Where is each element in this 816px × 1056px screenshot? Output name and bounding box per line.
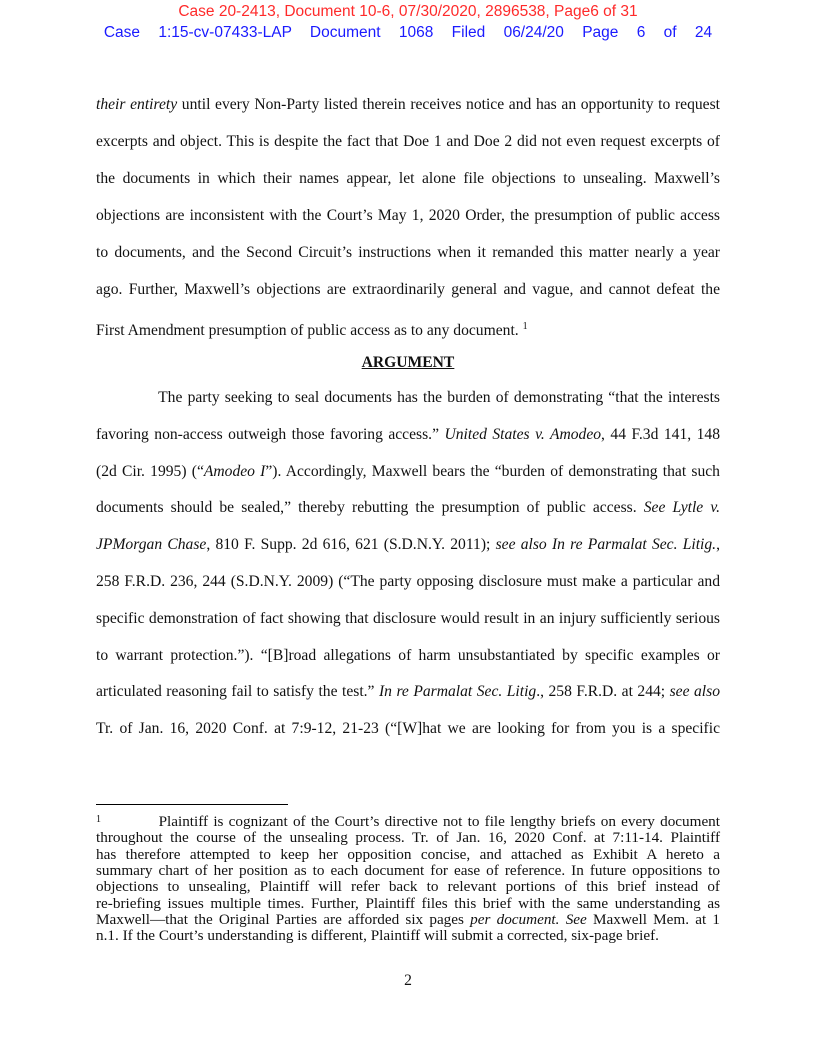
text-line <box>96 572 720 592</box>
text-line <box>96 863 720 879</box>
text-line <box>96 928 720 944</box>
italic-text: JPMorgan Chase <box>96 536 207 554</box>
text-line <box>96 243 720 263</box>
text-segment: documents should be sealed,” thereby rebutting the presumption of public access. <box>96 499 644 517</box>
text-line <box>96 132 720 152</box>
page-number: 2 <box>404 972 412 989</box>
text-segment: excerpts and object. This is despite the fact that Doe 1 and Doe 2 did not even request excerpts of <box>96 133 720 150</box>
filing-stamp-appeal: Case 20-2413, Document 10-6, 07/30/2020, 2896538, Page6 of 31 <box>178 3 638 20</box>
text-line <box>96 814 720 830</box>
text-line <box>96 280 720 300</box>
text-segment: n.1. If the Court’s understanding is different, Plaintiff will submit a corrected, six-page brief. <box>96 927 659 945</box>
text-line <box>96 646 720 666</box>
text-line <box>96 206 720 226</box>
text-line <box>96 719 720 739</box>
text-segment: First Amendment presumption of public access as to any document. <box>96 322 523 340</box>
text-line <box>96 425 720 445</box>
text-line <box>96 682 720 702</box>
text-segment: until every Non-Party listed therein receives notice and has an opportunity to request <box>177 96 720 113</box>
text-segment: specific demonstration of fact showing that disclosure would result in an injury sufficiently serious <box>96 609 720 627</box>
text-segment: 258 F.R.D. 236, 244 (S.D.N.Y. 2009) (“The party opposing disclosure must make a particular and <box>96 573 720 590</box>
text-segment: ”). Accordingly, Maxwell bears the “burden of demonstrating that such <box>265 462 720 480</box>
text-segment: , <box>716 536 720 554</box>
text-line <box>96 847 720 863</box>
text-segment: The party seeking to seal documents has the burden of demonstrating “that the interests <box>96 389 720 406</box>
italic-text: see also <box>669 683 720 701</box>
text-segment: , 44 F.3d 141, 148 <box>601 425 721 443</box>
text-line <box>96 896 720 912</box>
text-line <box>96 879 720 895</box>
text-segment: Plaintiff is cognizant of the Court’s directive not to file lengthy briefs on every document <box>101 813 720 830</box>
text-segment: summary chart of her position as to each document for ease of reference. In future oppositions to <box>96 861 720 879</box>
italic-text: Amodeo I <box>203 462 266 480</box>
text-segment: , 810 F. Supp. 2d 616, 621 (S.D.N.Y. 2011); <box>206 536 496 554</box>
footnote-number: 1 <box>96 814 101 825</box>
text-segment: favoring non-access outweigh those favoring access.” <box>96 425 445 443</box>
text-segment: ., 258 F.R.D. at 244; <box>536 683 670 701</box>
text-segment: throughout the course of the unsealing process. Tr. of Jan. 16, 2020 Conf. at 7:11-14. Plaintiff <box>96 829 720 847</box>
italic-text: See Lytle v. <box>643 499 720 517</box>
text-segment: (2d Cir. 1995) (“ <box>96 462 204 480</box>
filing-stamp-district: Case 1:15-cv-07433-LAP Document 1068 Filed 06/24/20 Page 6 of 24 <box>103 24 713 41</box>
italic-text: per document. <box>470 910 560 928</box>
text-segment: has therefore attempted to keep her opposition concise, and attached as Exhibit A hereto a <box>96 845 720 863</box>
italic-text: see also In re Parmalat Sec. Litig. <box>495 536 717 554</box>
text-line <box>96 498 720 518</box>
footnote-divider <box>96 804 288 805</box>
text-line <box>96 609 720 629</box>
text-line <box>96 462 720 482</box>
text-segment: to documents, and the Second Circuit’s instructions when it remanded this matter nearly a year <box>96 244 720 261</box>
text-segment: Tr. of Jan. 16, 2020 Conf. at 7:9-12, 21-23 (“[W]hat we are looking for from you is a specific <box>96 720 720 738</box>
text-segment: to warrant protection.”). “[B]road allegations of harm unsubstantiated by specific examples or <box>96 646 720 664</box>
text-segment: Maxwell—that the Original Parties are afforded six pages <box>96 910 471 928</box>
italic-text: In re Parmalat Sec. Litig <box>378 683 537 701</box>
text-line <box>96 95 720 115</box>
italic-text: See <box>565 910 587 928</box>
text-segment: objections to unsealing, Plaintiff will refer back to relevant portions of this brief instead of <box>96 878 720 896</box>
text-line <box>96 830 720 846</box>
text-segment: ago. Further, Maxwell’s objections are extraordinarily general and vague, and cannot defeat the <box>96 281 720 298</box>
text-segment: Maxwell Mem. at 1 <box>586 910 721 928</box>
footnote-reference[interactable]: 1 <box>522 321 528 332</box>
italic-text: their entirety <box>96 96 178 113</box>
text-segment: re-briefing issues multiple times. Further, Plaintiff files this brief with the same understanding as <box>96 894 720 912</box>
section-heading: ARGUMENT <box>361 354 455 371</box>
text-line <box>96 912 720 928</box>
text-line <box>96 535 720 555</box>
text-segment: the documents in which their names appear, let alone file objections to unsealing. Maxwell’s <box>96 170 720 187</box>
text-segment: articulated reasoning fail to satisfy the test.” <box>96 683 379 701</box>
text-line <box>96 388 720 408</box>
text-line <box>96 317 720 341</box>
text-segment: objections are inconsistent with the Court’s May 1, 2020 Order, the presumption of public access <box>96 207 720 224</box>
italic-text: United States v. Amodeo <box>444 425 602 443</box>
text-line <box>96 169 720 189</box>
